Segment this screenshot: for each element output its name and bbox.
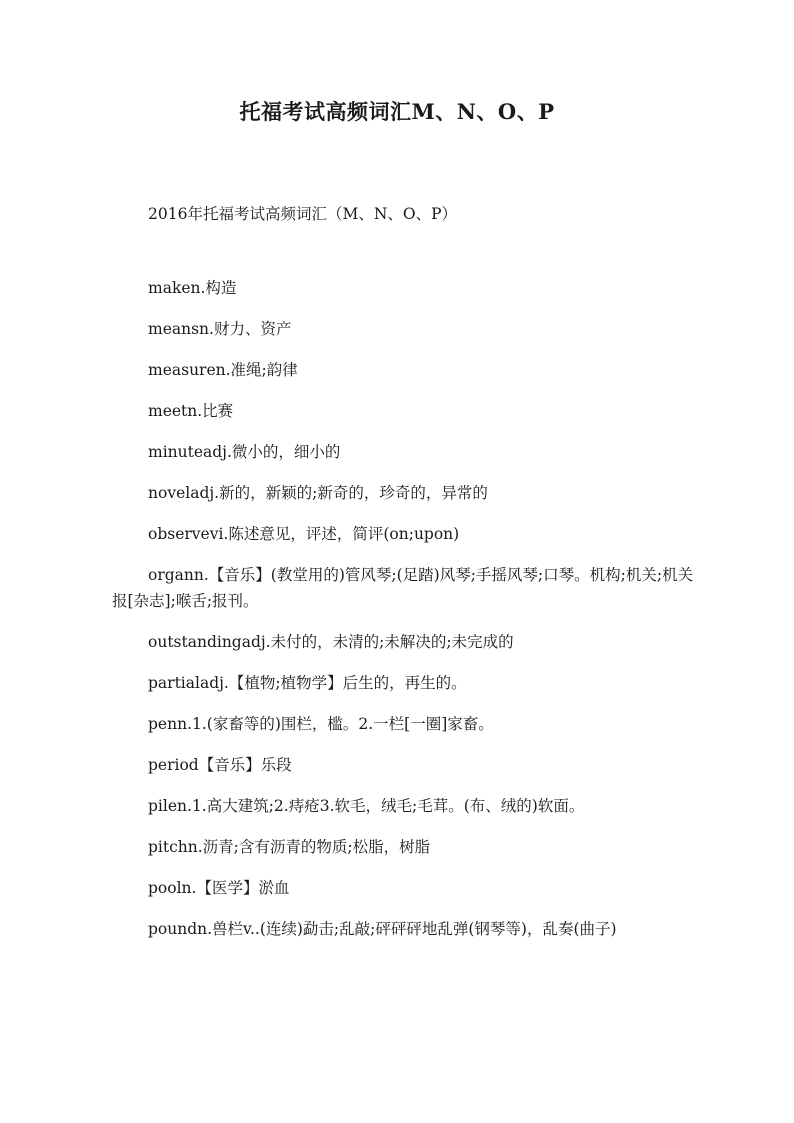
vocabulary-entry: penn.1.(家畜等的)围栏，槛。2.一栏[一圈]家畜。 — [148, 715, 494, 733]
vocabulary-entry: period【音乐】乐段 — [148, 756, 292, 774]
vocabulary-entry: outstandingadj.未付的，未清的;未解决的;未完成的 — [148, 633, 514, 651]
document-subtitle: 2016年托福考试高频词汇（M、N、O、P） — [148, 205, 458, 223]
vocabulary-entry: observevi.陈述意见，评述，简评(on;upon) — [148, 525, 460, 543]
vocabulary-entry: maken.构造 — [148, 279, 237, 297]
vocabulary-entry: organn.【音乐】(教堂用的)管风琴;(足踏)风琴;手摇风琴;口琴。机构;机关;机关报[杂志];喉舌;报刊。 — [112, 566, 694, 610]
document-title: 托福考试高频词汇M、N、O、P — [239, 99, 555, 124]
vocabulary-entry: noveladj.新的，新颖的;新奇的，珍奇的，异常的 — [148, 484, 488, 502]
vocabulary-entry: pooln.【医学】淤血 — [148, 879, 290, 897]
vocabulary-entry: minuteadj.微小的，细小的 — [148, 443, 341, 461]
vocabulary-entry: measuren.准绳;韵律 — [148, 361, 298, 379]
vocabulary-list — [112, 275, 702, 957]
vocabulary-entry: partialadj.【植物;植物学】后生的，再生的。 — [148, 674, 467, 692]
vocabulary-entry: pilen.1.高大建筑;2.痔疮3.软毛，绒毛;毛茸。(布、绒的)软面。 — [148, 797, 585, 815]
vocabulary-entry: meansn.财力、资产 — [148, 320, 292, 338]
vocabulary-entry: meetn.比赛 — [148, 402, 234, 420]
vocabulary-entry: poundn.兽栏v..(连续)勐击;乱敲;砰砰砰地乱弹(钢琴等)，乱奏(曲子) — [148, 920, 617, 938]
vocabulary-entry: pitchn.沥青;含有沥青的物质;松脂，树脂 — [148, 838, 431, 856]
